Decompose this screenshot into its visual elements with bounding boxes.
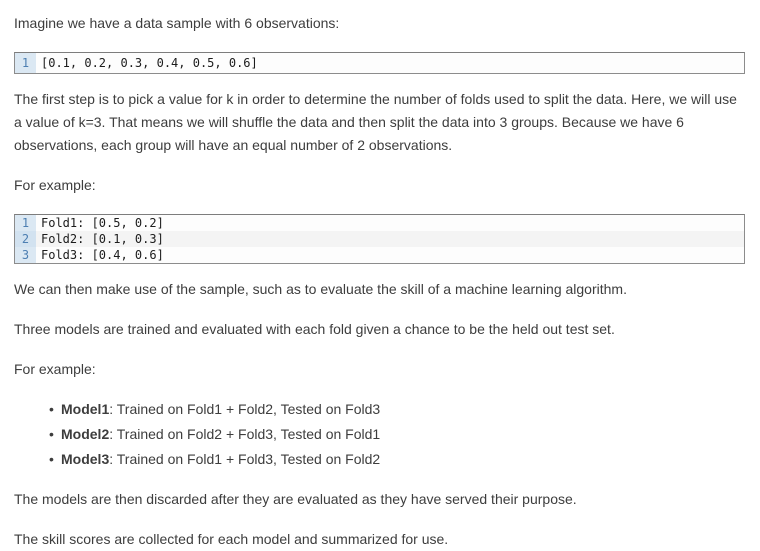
paragraph-three-models: Three models are trained and evaluated with each fold given a chance to be the held out test set. — [14, 321, 615, 337]
line-number: 1 — [15, 53, 36, 73]
code-block-data-sample — [14, 52, 745, 74]
bullet-icon: • — [49, 451, 54, 467]
paragraph-skill-scores: The skill scores are collected for each model and summarized for use. — [14, 531, 449, 547]
code-text: Fold2: [0.1, 0.3] — [36, 231, 744, 247]
code-line — [15, 53, 744, 73]
line-number: 2 — [15, 231, 36, 247]
paragraph-use-sample: We can then make use of the sample, such as to evaluate the skill of a machine learning algorithm. — [14, 281, 627, 297]
paragraph-for-example-2: For example: — [14, 361, 96, 377]
model-bullet-list — [14, 398, 745, 471]
model-detail: : Trained on Fold2 + Fold3, Tested on Fold1 — [109, 426, 381, 442]
code-text: Fold3: [0.4, 0.6] — [36, 247, 744, 263]
line-number: 3 — [15, 247, 36, 263]
code-line — [15, 231, 744, 247]
model-name: Model1 — [61, 401, 110, 417]
bullet-icon: • — [49, 426, 54, 442]
model-detail: : Trained on Fold1 + Fold3, Tested on Fold2 — [109, 451, 381, 467]
code-line — [15, 215, 744, 231]
model-name: Model3 — [61, 451, 110, 467]
paragraph-intro: Imagine we have a data sample with 6 observations: — [14, 15, 340, 31]
list-item — [49, 448, 745, 471]
bullet-icon: • — [49, 401, 54, 417]
code-text: [0.1, 0.2, 0.3, 0.4, 0.5, 0.6] — [36, 53, 744, 73]
paragraph-for-example-1: For example: — [14, 177, 96, 193]
model-name: Model2 — [61, 426, 110, 442]
code-text: Fold1: [0.5, 0.2] — [36, 215, 744, 231]
list-item — [49, 423, 745, 446]
line-number: 1 — [15, 215, 36, 231]
list-item — [49, 398, 745, 421]
code-line — [15, 247, 744, 263]
paragraph-discard: The models are then discarded after they are evaluated as they have served their purpose. — [14, 491, 577, 507]
code-block-folds — [14, 214, 745, 264]
paragraph-k-explanation: The first step is to pick a value for k in order to determine the number of folds used to split the data. Here, we will use a value of k=3. That means we will shuffle the data and then split the data into 3 groups. Because we have 6 observations, each group will have an equal number of 2 observations. — [14, 91, 737, 153]
model-detail: : Trained on Fold1 + Fold2, Tested on Fold3 — [109, 401, 381, 417]
